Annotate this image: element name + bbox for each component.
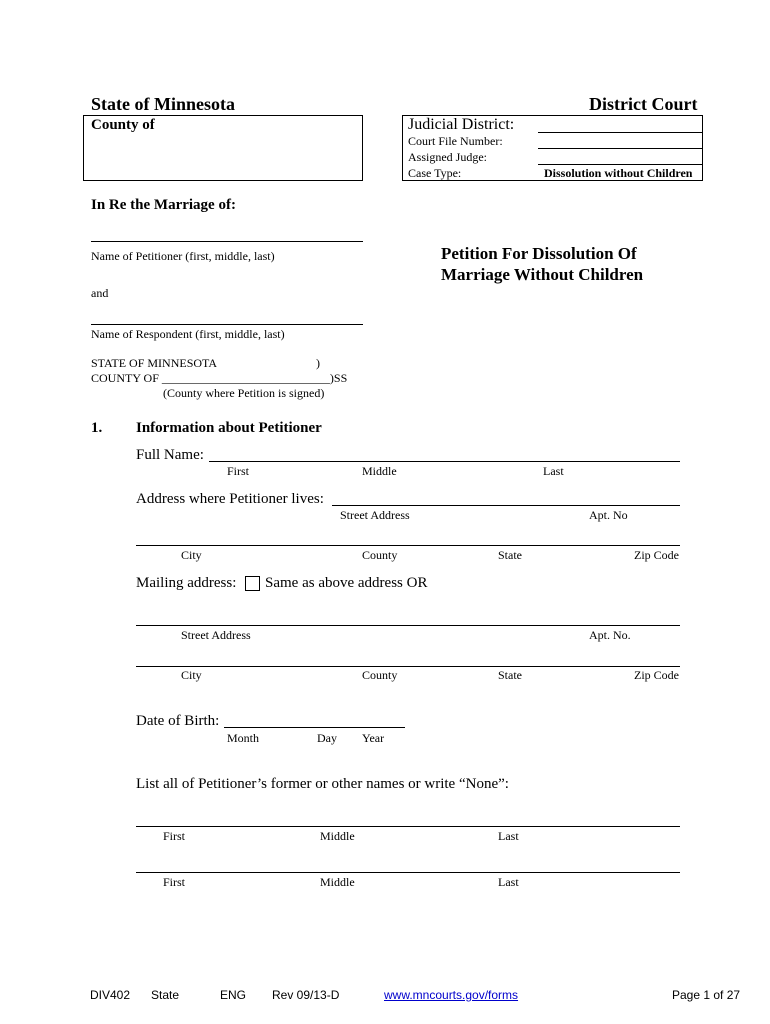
footer-lang: ENG [220,988,247,1002]
full-name-first: First [227,464,250,478]
footer-state: State [151,988,180,1002]
mailing-state-label: State [498,668,522,682]
same-as-above-checkbox[interactable] [245,576,260,591]
former-names-label: List all of Petitioner’s former or other names or write “None”: [136,776,509,792]
mailing-city-label: City [181,668,202,682]
former-name-1-last: Last [498,829,519,843]
court-file-number-field[interactable] [538,148,702,149]
same-as-above-label: Same as above address OR [265,575,428,591]
petition-title-line2: Marriage Without Children [441,265,644,284]
footer-form-id: DIV402 [90,988,131,1002]
mailing-apt-label: Apt. No. [589,628,631,642]
section-title: Information about Petitioner [136,420,322,436]
full-name-last: Last [543,464,564,478]
former-name-field-1[interactable] [136,826,680,827]
respondent-name-label: Name of Respondent (first, middle, last) [91,327,285,341]
dob-field[interactable] [224,727,405,728]
assigned-judge-field[interactable] [538,164,702,165]
street-address-label: Street Address [340,508,410,522]
venue-county-note: (County where Petition is signed) [163,386,325,400]
footer-forms-link[interactable]: www.mncourts.gov/forms [384,988,519,1002]
venue-paren: ) [316,356,320,370]
petitioner-name-field[interactable] [91,241,363,242]
dob-label: Date of Birth: [136,713,220,729]
respondent-name-field[interactable] [91,324,363,325]
court-file-number-label: Court File Number: [408,134,503,148]
county-label: County of [91,117,155,133]
former-name-1-middle: Middle [320,829,355,843]
former-name-2-first: First [163,875,186,889]
former-name-field-2[interactable] [136,872,680,873]
former-name-1-first: First [163,829,186,843]
dob-month: Month [227,731,260,745]
dob-day: Day [317,731,337,745]
city-label: City [181,548,202,562]
full-name-field[interactable] [209,461,680,462]
state-heading: State of Minnesota [91,94,235,114]
mailing-address-label: Mailing address: [136,575,237,591]
footer-page-number: Page 1 of 27 [672,988,741,1002]
court-heading: District Court [589,94,698,114]
judicial-district-field[interactable] [538,132,702,133]
mailing-zip-label: Zip Code [634,668,679,682]
apt-no-label: Apt. No [589,508,628,522]
street-address-field[interactable] [332,505,680,506]
city-county-state-zip-field[interactable] [136,545,680,546]
former-name-2-middle: Middle [320,875,355,889]
full-name-label: Full Name: [136,447,204,463]
venue-county: COUNTY OF ____________________________)SS [91,371,348,385]
assigned-judge-label: Assigned Judge: [408,150,487,164]
case-type-value: Dissolution without Children [544,166,693,180]
dob-year: Year [362,731,385,745]
petitioner-name-label: Name of Petitioner (first, middle, last) [91,249,275,263]
footer-rev: Rev 09/13-D [272,988,340,1002]
former-name-2-last: Last [498,875,519,889]
section-number: 1. [91,420,103,436]
county-label-field: County [362,548,398,562]
full-name-middle: Middle [362,464,397,478]
case-type-label: Case Type: [408,166,462,180]
mailing-county-label: County [362,668,398,682]
venue-state: STATE OF MINNESOTA [91,356,218,370]
mailing-city-field[interactable] [136,666,680,667]
mailing-street-label: Street Address [181,628,251,642]
in-re-heading: In Re the Marriage of: [91,197,236,213]
and-text: and [91,286,109,300]
address-label: Address where Petitioner lives: [136,491,324,507]
zip-code-label: Zip Code [634,548,679,562]
state-label: State [498,548,522,562]
mailing-street-field[interactable] [136,625,680,626]
petition-title-line1: Petition For Dissolution Of [441,244,637,263]
judicial-district-label: Judicial District: [408,116,515,133]
